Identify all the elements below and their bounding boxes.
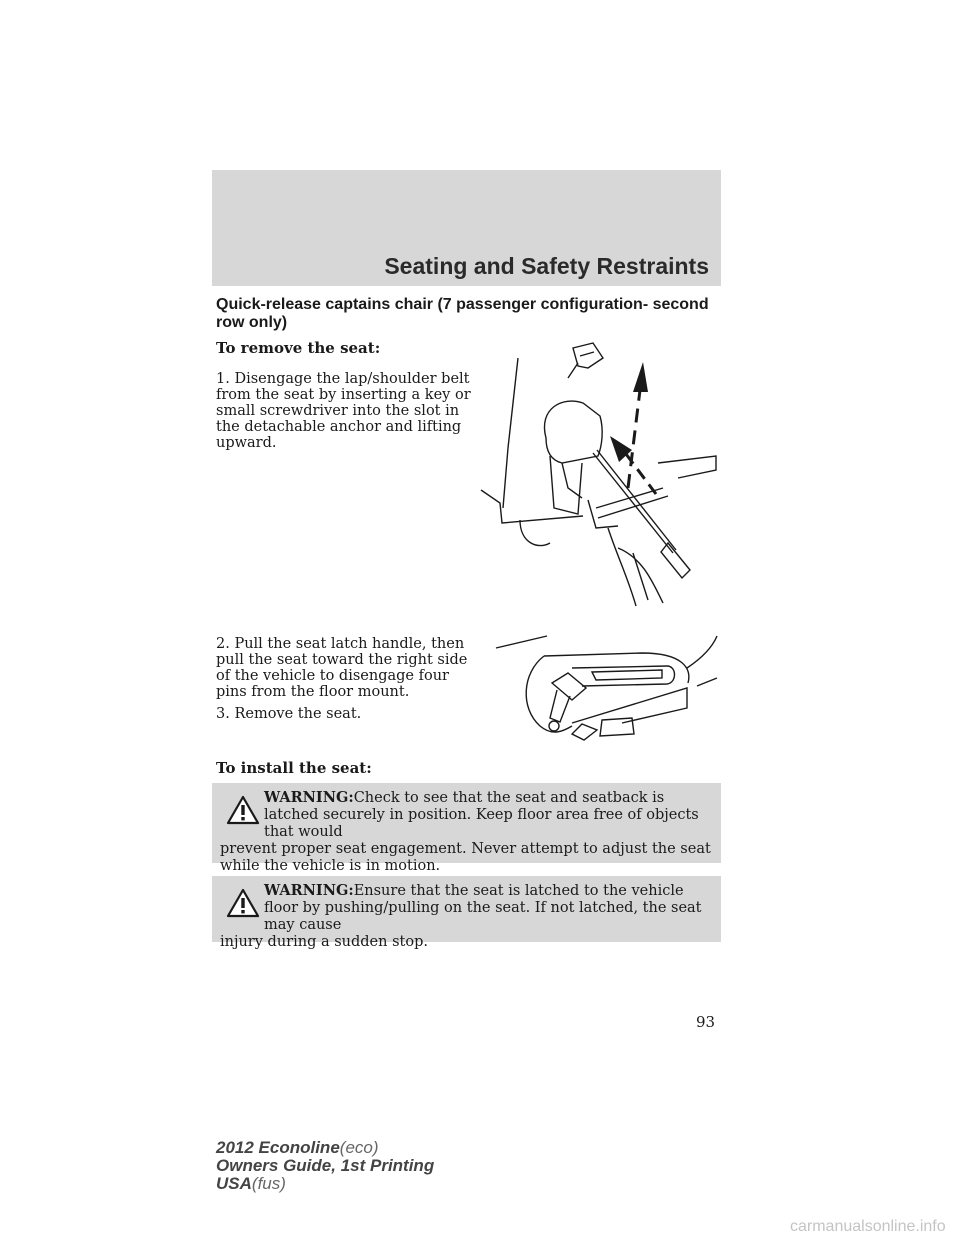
- footer-edition: Owners Guide, 1st Printing: [216, 1156, 435, 1175]
- warning-label: WARNING:: [264, 882, 354, 899]
- header-band: [212, 170, 721, 286]
- watermark: carmanualsonline.info: [790, 1218, 946, 1235]
- warning-label: WARNING:: [264, 789, 354, 806]
- footer-market: USA: [216, 1174, 252, 1193]
- step-3-text: 3. Remove the seat.: [216, 706, 362, 722]
- warning-text-1: [220, 789, 715, 875]
- footer-market-code: (fus): [251, 1174, 286, 1193]
- section-heading: Quick-release captains chair (7 passenger configuration- second row only): [216, 296, 709, 331]
- warning-body-first: Check to see that the seat and seatback is latched securely in position. Keep floor area free of objects that would: [264, 790, 699, 840]
- warning-body-rest: injury during a sudden stop.: [220, 934, 428, 950]
- footer-model-code: (eco): [339, 1138, 379, 1157]
- step-2-text: 2. Pull the seat latch handle, then pull the seat toward the right side of the vehicle to disengage four pins from the floor mount.: [216, 636, 468, 700]
- install-heading: To install the seat:: [216, 759, 372, 777]
- warning-box-1: [212, 783, 721, 874]
- page-number: 93: [696, 1013, 716, 1031]
- belt-anchor-illustration: [478, 338, 723, 608]
- warning-text-2: [220, 882, 715, 951]
- page-section-title: Seating and Safety Restraints: [384, 253, 709, 279]
- seat-latch-illustration: [492, 628, 722, 746]
- footer-model: 2012 Econoline: [216, 1138, 340, 1157]
- warning-box-2: [212, 876, 721, 950]
- warning-body-first: Ensure that the seat is latched to the vehicle floor by pushing/pulling on the seat. If not latched, the seat may cause: [264, 883, 702, 933]
- footer: [216, 1139, 434, 1193]
- remove-heading: To remove the seat:: [216, 339, 381, 357]
- step-1-text: 1. Disengage the lap/shoulder belt from the seat by inserting a key or small screwdriver into the slot in the detachable anchor and lifting upward.: [216, 371, 471, 451]
- warning-body-rest: prevent proper seat engagement. Never attempt to adjust the seat while the vehicle is in motion.: [220, 841, 711, 874]
